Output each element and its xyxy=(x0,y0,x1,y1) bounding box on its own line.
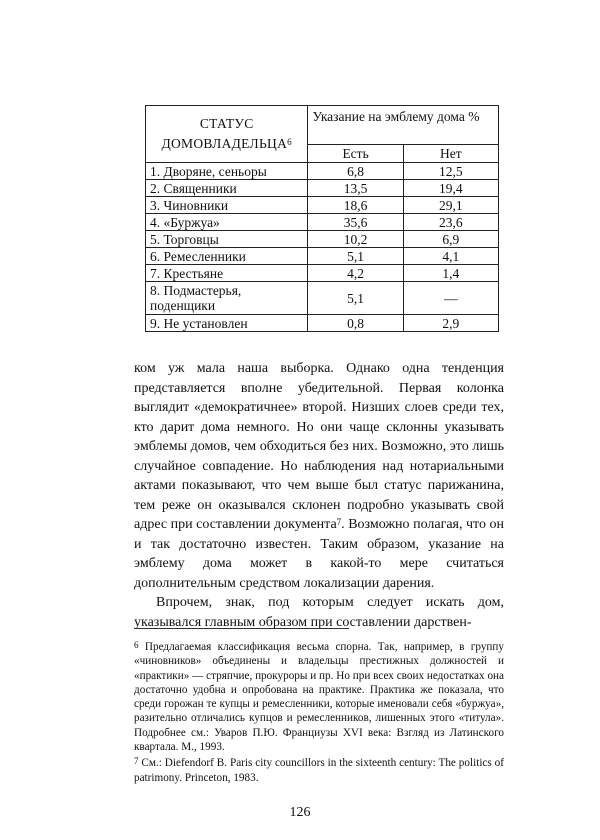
row-no-value: 19,4 xyxy=(403,180,498,197)
footnote-text: Предлагаемая классификация весьма спорна. Так, например, в группу «чиновников» объединены и владельцы престижных должностей и «практики» — стряпчие, прокуроры и пр. Но при всех своих недостатках она достаточно удобна и опробована на практике. Практика же показала, что среди горожан те купцы и ремесленники, которые именовали себя «буржуа», разительно отличались купцов и ремесленников, лишенных этого «титула». Подробнее см.: Уваров П.Ю. Франциузы XVI века: Взгляд из Латинского квартала. М., 1993. xyxy=(134,641,504,754)
col-yes-header: Есть xyxy=(308,145,403,163)
table-row xyxy=(146,282,499,315)
row-label: 6. Ремесленники xyxy=(146,248,308,265)
table-row xyxy=(146,197,499,214)
row-label: 2. Священники xyxy=(146,180,308,197)
emblem-header: Указание на эмблему дома % xyxy=(308,106,499,145)
table-row xyxy=(146,180,499,197)
footnote xyxy=(134,640,504,754)
row-label: 1. Дворяне, сеньоры xyxy=(146,163,308,180)
footnote xyxy=(134,756,504,785)
footnote-number: 7 xyxy=(134,756,139,767)
footnote-number: 6 xyxy=(134,640,139,650)
row-no-value: — xyxy=(403,282,498,315)
row-label: 3. Чиновники xyxy=(146,197,308,214)
row-label: 8. Подмастерья, поденщики xyxy=(146,282,308,315)
table-row xyxy=(146,265,499,282)
row-no-value: 12,5 xyxy=(403,163,498,180)
row-label: 7. Крестьяне xyxy=(146,265,308,282)
row-no-value: 23,6 xyxy=(403,214,498,231)
row-no-value: 4,1 xyxy=(403,248,498,265)
footnote-ref-7: 7 xyxy=(336,517,342,527)
row-label: 5. Торговцы xyxy=(146,231,308,248)
status-header-line2: ДОМОВЛАДЕЛЬЦА xyxy=(161,136,288,151)
row-yes-value: 18,6 xyxy=(308,197,403,214)
paragraph xyxy=(134,359,504,593)
row-yes-value: 10,2 xyxy=(308,231,403,248)
paragraph-text: . Возможно полагая, что он и так достаточно известен. Таким образом, указание на эмблему дома может в какой-то мере считаться дополнительным средством локализации дарения. xyxy=(134,517,504,591)
col-no-header: Нет xyxy=(403,145,498,163)
status-table xyxy=(145,105,499,332)
paragraph: Впрочем, знак, под которым следует искать дом, указывался главным образом при составлении дарствен- xyxy=(134,595,504,630)
row-yes-value: 5,1 xyxy=(308,282,403,315)
row-label: 9. Не установлен xyxy=(146,315,308,332)
body-text xyxy=(134,359,504,632)
footnote-text: См.: Diefendorf B. Paris city councillors in the sixteenth century: The politics of patrimony. Princeton, 1983. xyxy=(134,757,504,784)
footnote-divider xyxy=(134,628,349,629)
row-yes-value: 6,8 xyxy=(308,163,403,180)
table-row xyxy=(146,214,499,231)
paragraph-text: ком уж мала наша выборка. Однако одна тенденция представляется вполне убедительной. Первая колонка выглядит «демократичнее» второй. Низших слоев среди тех, кто дарит дома немного. Но они чаще склонны указывать эмблемы домов, чем обходиться без них. Возможно, это лишь случайное совпадение. Но наблюдения над нотариальными актами показывают, что чем выше был статус парижанина, тем реже он оказывался склонен подробно указывать свой адрес при составлении документа xyxy=(134,361,504,532)
row-yes-value: 35,6 xyxy=(308,214,403,231)
footnotes xyxy=(134,640,504,787)
status-header xyxy=(146,106,308,163)
row-yes-value: 13,5 xyxy=(308,180,403,197)
row-yes-value: 5,1 xyxy=(308,248,403,265)
status-header-line1: СТАТУС xyxy=(199,116,254,131)
row-label: 4. «Буржуа» xyxy=(146,214,308,231)
table-row xyxy=(146,248,499,265)
table-row xyxy=(146,163,499,180)
row-no-value: 6,9 xyxy=(403,231,498,248)
page-number: 126 xyxy=(289,805,311,820)
row-yes-value: 4,2 xyxy=(308,265,403,282)
row-no-value: 2,9 xyxy=(403,315,498,332)
row-no-value: 1,4 xyxy=(403,265,498,282)
table-row xyxy=(146,231,499,248)
footnote-ref-6: 6 xyxy=(287,137,292,147)
row-yes-value: 0,8 xyxy=(308,315,403,332)
row-no-value: 29,1 xyxy=(403,197,498,214)
table-row xyxy=(146,315,499,332)
